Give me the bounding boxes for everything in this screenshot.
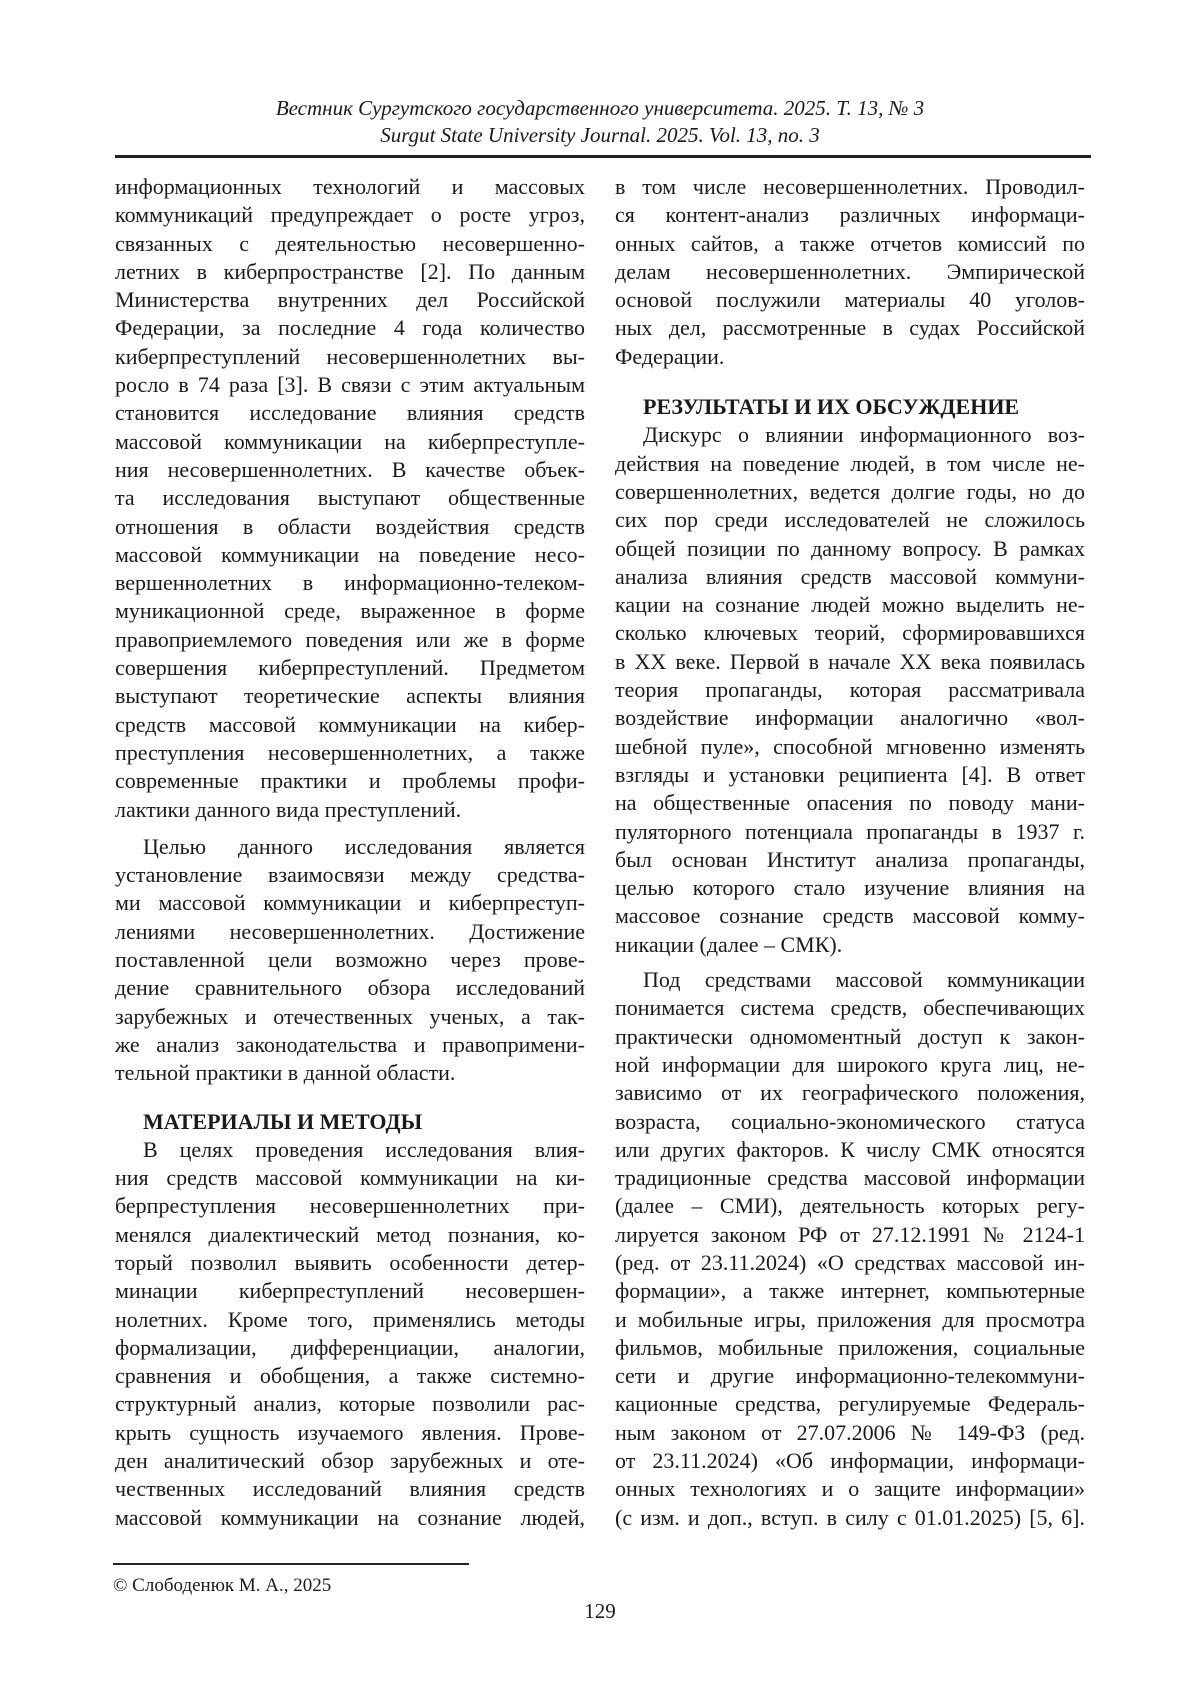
text-line: ми массовой коммуникации и киберпреступ- xyxy=(115,889,585,917)
text-line: нолетних. Кроме того, применялись методы xyxy=(115,1306,585,1334)
text-line: минации киберпреступлений несовершен- xyxy=(115,1277,585,1305)
page-number: 129 xyxy=(0,1599,1200,1624)
text-line: сети и другие информационно-телекоммуни- xyxy=(615,1362,1085,1390)
text-line: крыть сущность изучаемого явления. Прове- xyxy=(115,1419,585,1447)
text-line: (далее – СМИ), деятельность которых регу- xyxy=(615,1192,1085,1220)
text-line: или других факторов. К числу СМК относятся xyxy=(615,1136,1085,1164)
section-heading xyxy=(115,1108,585,1136)
text-line: в XX веке. Первой в начале XX века появилась xyxy=(615,648,1085,676)
text-line: сколько ключевых теорий, сформировавшихся xyxy=(615,619,1085,647)
text-line: берпреступления несовершеннолетних при- xyxy=(115,1192,585,1220)
text-line: тельной практики в данной области. xyxy=(115,1059,585,1087)
text-line: Федерации, за последние 4 года количество xyxy=(115,314,585,342)
paragraph xyxy=(615,173,1085,371)
text-line: делам несовершеннолетних. Эмпирической xyxy=(615,258,1085,286)
left-column xyxy=(115,173,585,1532)
header-rule xyxy=(115,155,1091,158)
text-line: менялся диалектический метод познания, ко- xyxy=(115,1221,585,1249)
text-line: сравнения и обобщения, а также системно- xyxy=(115,1362,585,1390)
text-line: действия на поведение людей, в том числе не- xyxy=(615,450,1085,478)
text-line: коммуникаций предупреждает о росте угроз, xyxy=(115,201,585,229)
text-line: установление взаимосвязи между средства- xyxy=(115,861,585,889)
paragraph xyxy=(115,1136,585,1532)
text-line: на общественные опасения по поводу мани- xyxy=(615,789,1085,817)
text-line: ных дел, рассмотренные в судах Российской xyxy=(615,314,1085,342)
text-line: массовой коммуникации на поведение несо- xyxy=(115,541,585,569)
text-line: Дискурс о влиянии информационного воз- xyxy=(615,421,1085,449)
text-line: правоприемлемого поведения или же в форме xyxy=(115,626,585,654)
text-line: шебной пуле», способной мгновенно изменять xyxy=(615,733,1085,761)
text-line: Под средствами массовой коммуникации xyxy=(615,966,1085,994)
text-line: никации (далее – СМК). xyxy=(615,931,1085,959)
text-line: и мобильные игры, приложения для просмотра xyxy=(615,1306,1085,1334)
text-line: (с изм. и доп., вступ. в силу с 01.01.2025) [5, 6]. xyxy=(615,1504,1085,1532)
paragraph xyxy=(115,833,585,1088)
text-line: росло в 74 раза [3]. В связи с этим актуальным xyxy=(115,371,585,399)
text-line: информационных технологий и массовых xyxy=(115,173,585,201)
text-line: в том числе несовершеннолетних. Проводил- xyxy=(615,173,1085,201)
text-line: пуляторного потенциала пропаганды в 1937 г. xyxy=(615,818,1085,846)
text-line: сих пор среди исследователей не сложилось xyxy=(615,506,1085,534)
text-line: вершеннолетних в информационно-телеком- xyxy=(115,569,585,597)
text-line: летних в киберпространстве [2]. По данным xyxy=(115,258,585,286)
text-line: совершеннолетних, ведется долгие годы, но до xyxy=(615,478,1085,506)
text-line: торый позволил выявить особенности детер- xyxy=(115,1249,585,1277)
text-line: был основан Институт анализа пропаганды, xyxy=(615,846,1085,874)
text-line: лируется законом РФ от 27.12.1991 № 2124-1 xyxy=(615,1221,1085,1249)
text-line: традиционные средства массовой информации xyxy=(615,1164,1085,1192)
paragraph xyxy=(115,173,585,824)
text-line: зависимо от их географического положения, xyxy=(615,1079,1085,1107)
text-line: лениями несовершеннолетних. Достижение xyxy=(115,918,585,946)
text-line: (ред. от 23.11.2024) «О средствах массовой ин- xyxy=(615,1249,1085,1277)
text-line: онных сайтов, а также отчетов комиссий по xyxy=(615,230,1085,258)
copyright-note: © Слободенюк М. А., 2025 xyxy=(113,1575,331,1597)
text-line: В целях проведения исследования влия- xyxy=(115,1136,585,1164)
text-line: взгляды и установки реципиента [4]. В ответ xyxy=(615,761,1085,789)
text-line: массовой коммуникации на киберпреступле- xyxy=(115,428,585,456)
text-line: преступления несовершеннолетних, а также xyxy=(115,739,585,767)
text-line: основой послужили материалы 40 уголов- xyxy=(615,286,1085,314)
text-line: Федерации. xyxy=(615,343,1085,371)
text-line: поставленной цели возможно через прове- xyxy=(115,946,585,974)
text-line: практически одномоментный доступ к закон- xyxy=(615,1023,1085,1051)
text-line: киберпреступлений несовершеннолетних вы- xyxy=(115,343,585,371)
text-line: связанных с деятельностью несовершенно- xyxy=(115,230,585,258)
footnote-rule xyxy=(113,1563,469,1565)
text-line: лактики данного вида преступлений. xyxy=(115,796,585,824)
text-line: Целью данного исследования является xyxy=(115,833,585,861)
text-line: ния несовершеннолетних. В качестве объек- xyxy=(115,456,585,484)
text-line: возраста, социально-экономического статуса xyxy=(615,1108,1085,1136)
text-line: общей позиции по данному вопросу. В рамках xyxy=(615,535,1085,563)
text-line: зарубежных и отечественных ученых, а так- xyxy=(115,1003,585,1031)
text-line: та исследования выступают общественные xyxy=(115,484,585,512)
text-line: целью которого стало изучение влияния на xyxy=(615,874,1085,902)
text-line: чественных исследований влияния средств xyxy=(115,1475,585,1503)
journal-title-ru: Вестник Сургутского государственного университета. 2025. Т. 13, № 3 xyxy=(0,95,1200,121)
text-line: муникационной среде, выраженное в форме xyxy=(115,597,585,625)
text-line: понимается система средств, обеспечивающих xyxy=(615,994,1085,1022)
text-line: совершения киберпреступлений. Предметом xyxy=(115,654,585,682)
text-line: структурный анализ, которые позволили рас- xyxy=(115,1390,585,1418)
text-line: анализа влияния средств массовой коммуни- xyxy=(615,563,1085,591)
text-line: ден аналитический обзор зарубежных и оте- xyxy=(115,1447,585,1475)
text-line: формализации, дифференциации, аналогии, xyxy=(115,1334,585,1362)
text-line: массовое сознание средств массовой комму- xyxy=(615,902,1085,930)
text-line: дение сравнительного обзора исследований xyxy=(115,974,585,1002)
text-line: ния средств массовой коммуникации на ки- xyxy=(115,1164,585,1192)
text-line: выступают теоретические аспекты влияния xyxy=(115,682,585,710)
text-line: ной информации для широкого круга лиц, не- xyxy=(615,1051,1085,1079)
text-line: ным законом от 27.07.2006 № 149-ФЗ (ред. xyxy=(615,1419,1085,1447)
right-column xyxy=(615,173,1085,1532)
text-line: онных технологиях и о защите информации» xyxy=(615,1475,1085,1503)
text-line: Министерства внутренних дел Российской xyxy=(115,286,585,314)
section-heading xyxy=(615,393,1085,421)
paragraph xyxy=(615,966,1085,1532)
text-line: от 23.11.2024) «Об информации, информаци- xyxy=(615,1447,1085,1475)
text-line: массовой коммуникации на сознание людей, xyxy=(115,1504,585,1532)
text-line: современные практики и проблемы профи- xyxy=(115,767,585,795)
text-line: отношения в области воздействия средств xyxy=(115,513,585,541)
text-line: средств массовой коммуникации на кибер- xyxy=(115,711,585,739)
text-line: формации», а также интернет, компьютерные xyxy=(615,1277,1085,1305)
text-line: кации на сознание людей можно выделить не- xyxy=(615,591,1085,619)
paragraph xyxy=(615,421,1085,959)
text-line: ся контент-анализ различных информаци- xyxy=(615,201,1085,229)
journal-title-en: Surgut State University Journal. 2025. Vol. 13, no. 3 xyxy=(0,122,1200,148)
text-line: же анализ законодательства и правопримени- xyxy=(115,1031,585,1059)
heading-text: РЕЗУЛЬТАТЫ И ИХ ОБСУЖДЕНИЕ xyxy=(615,393,1085,421)
heading-text: МАТЕРИАЛЫ И МЕТОДЫ xyxy=(115,1108,585,1136)
text-line: кационные средства, регулируемые Федераль- xyxy=(615,1390,1085,1418)
text-line: теория пропаганды, которая рассматривала xyxy=(615,676,1085,704)
text-line: становится исследование влияния средств xyxy=(115,399,585,427)
text-line: фильмов, мобильные приложения, социальные xyxy=(615,1334,1085,1362)
text-line: воздействие информации аналогично «вол- xyxy=(615,704,1085,732)
